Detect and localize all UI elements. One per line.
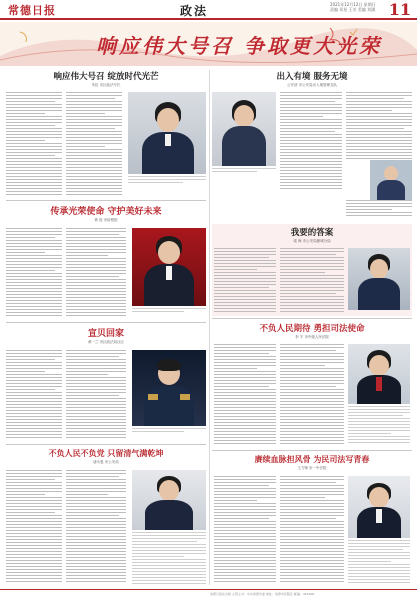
article-4-byline: 梁 海 市公安局鼎城分局 <box>293 239 331 243</box>
article-4-title: 我要的答案 <box>290 228 334 238</box>
article-2-photo <box>212 92 276 166</box>
article-3-photo-caption <box>132 308 206 320</box>
article-3-photo <box>132 228 206 306</box>
issue-date: 2021年12月12日 星期日 <box>330 2 376 7</box>
article-3-title: 传承光荣使命 守护美好未来 <box>50 207 162 217</box>
article-1-byline: 朱佳 市区政法专栏 <box>91 83 121 87</box>
divider <box>6 200 206 201</box>
article-8-byline: 王力锋 市一中法院 <box>297 466 327 470</box>
issue-editors: 责编 邓星 王芳 美编 刘涵 <box>330 7 376 12</box>
issue-info <box>330 2 390 12</box>
divider <box>6 322 206 323</box>
article-2-text-col-2 <box>346 92 412 162</box>
page-number: 11 <box>388 0 411 19</box>
article-1-text-col-1 <box>6 92 62 198</box>
article-4-text-col-2 <box>280 248 344 314</box>
article-3 <box>6 204 206 224</box>
article-2-text-col-1 <box>280 92 342 192</box>
article-7-side-text <box>132 532 206 586</box>
article-6 <box>212 322 412 342</box>
article-1-photo <box>128 92 206 174</box>
article-7-title: 不负人民不负党 只留清气满乾坤 <box>48 448 164 458</box>
article-2-photo-caption <box>212 168 276 182</box>
divider <box>6 444 206 445</box>
article-3-text-col-1 <box>6 228 62 320</box>
article-8-text-col-1 <box>214 476 276 586</box>
article-7-byline: 唐永惠 市公安局 <box>93 460 119 464</box>
article-8-text-col-2 <box>280 476 344 586</box>
article-2-text-col-3 <box>346 200 412 220</box>
article-5-title: 宣贝回家 <box>87 329 124 339</box>
newspaper-logo: 常德日报 <box>8 4 56 17</box>
article-5-photo <box>132 350 206 426</box>
page-footer <box>0 589 417 600</box>
article-5 <box>6 326 206 346</box>
article-5-text-col-1 <box>6 350 62 440</box>
divider <box>212 450 412 451</box>
article-2-photo-small <box>370 160 412 200</box>
banner-title: 响应伟大号召 争取更大光荣 <box>96 34 382 58</box>
article-2-title: 出入有境 服务无境 <box>276 72 348 82</box>
article-4 <box>212 226 412 246</box>
article-6-text-col-1 <box>214 344 276 448</box>
article-6-text-col-2 <box>280 344 344 448</box>
article-5-text-col-2 <box>66 350 126 440</box>
article-6-byline: 李 宇 市中级人民法院 <box>295 335 329 339</box>
article-2-byline: 公安部 市公安局出入境管理支队 <box>286 83 338 87</box>
article-2 <box>212 70 412 90</box>
article-8-photo <box>348 476 410 538</box>
article-4-photo <box>348 248 410 310</box>
article-7-text-col-1 <box>6 470 62 586</box>
section-title: 政法 <box>180 4 209 18</box>
column-divider <box>209 70 210 585</box>
article-1-text-col-2 <box>66 92 122 198</box>
footer-note: 常德日报社出版 主管主办：中共常德市委 地址：常德市武陵区 邮编：415000 <box>210 592 315 596</box>
article-7 <box>6 448 206 468</box>
masthead <box>0 0 417 20</box>
divider <box>212 318 412 319</box>
article-3-byline: 黄 茹 市检察院 <box>94 218 118 222</box>
article-6-photo <box>348 344 410 404</box>
article-8-side-text <box>348 540 410 586</box>
article-6-title: 不负人民期待 勇担司法使命 <box>259 324 365 334</box>
article-1-photo-caption <box>128 176 206 196</box>
article-7-photo <box>132 470 206 530</box>
article-8 <box>212 454 412 474</box>
article-3-text-col-2 <box>66 228 126 320</box>
article-8-title: 赓续血脉担风骨 为民司法写青春 <box>254 454 370 464</box>
article-6-side-text <box>348 406 410 446</box>
article-4-text-col-1 <box>214 248 276 314</box>
article-1-title: 响应伟大号召 绽放时代光芒 <box>53 72 159 82</box>
article-5-byline: 黄一兰 市区政法局社区 <box>87 340 125 344</box>
feature-banner <box>0 22 417 66</box>
article-5-photo-caption <box>132 428 206 442</box>
article-7-text-col-2 <box>66 470 126 586</box>
